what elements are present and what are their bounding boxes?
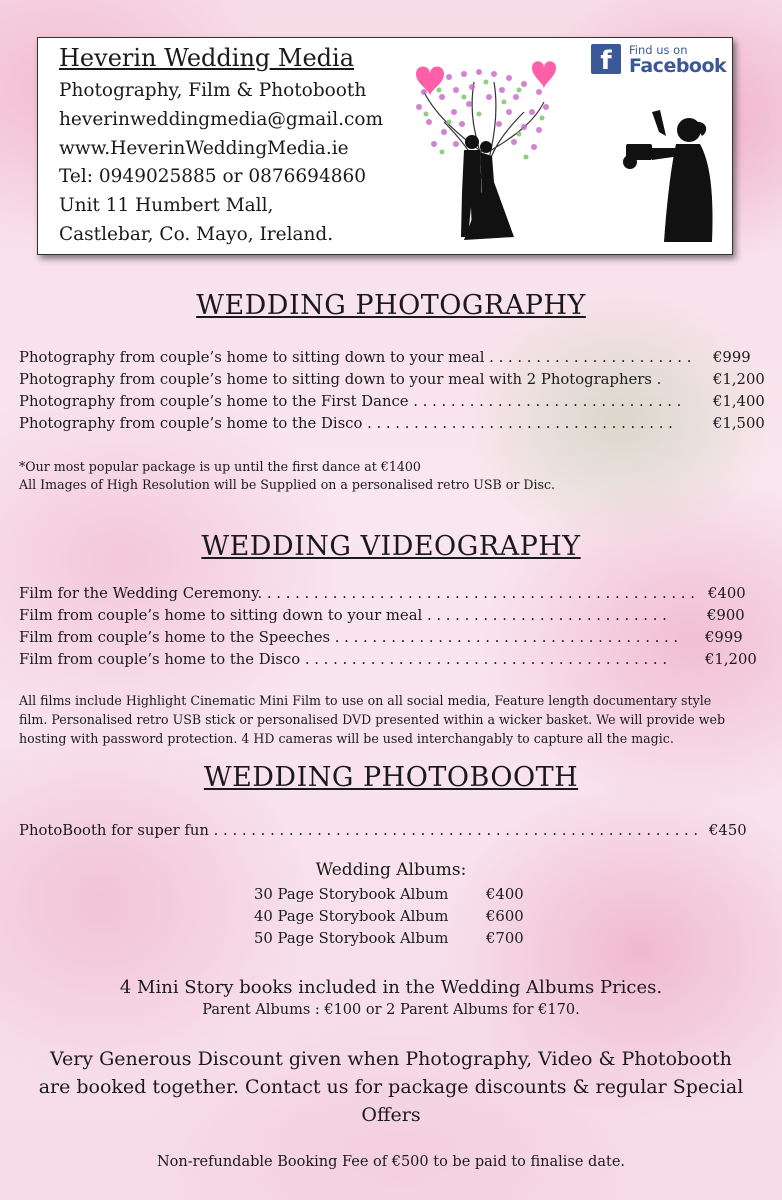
videography-item-price: €999 bbox=[705, 629, 743, 646]
photography-item bbox=[19, 415, 771, 437]
photography-item-price: €1,200 bbox=[713, 371, 765, 388]
business-website[interactable]: www.HeverinWeddingMedia.ie bbox=[59, 138, 349, 159]
photobooth-item bbox=[19, 822, 754, 844]
photography-item-desc: Photography from couple’s home to sitting down to your meal . . . . . . . . . . . . . . . . . . . . . . bbox=[19, 349, 692, 366]
photography-note: All Images of High Resolution will be Supplied on a personalised retro USB or Disc. bbox=[19, 477, 556, 492]
bride-groom-silhouette-icon bbox=[461, 135, 514, 240]
discount-line: are booked together. Contact us for package discounts & regular Special bbox=[38, 1076, 744, 1098]
discount-line: Offers bbox=[361, 1104, 421, 1126]
videography-note: hosting with password protection. 4 HD cameras will be used interchangably to capture all the magic. bbox=[19, 731, 674, 746]
videography-item-desc: Film for the Wedding Ceremony. . . . . . . . . . . . . . . . . . . . . . . . . . . . . . . . . . . . . . . . . . . . . . . bbox=[19, 585, 695, 602]
photography-item bbox=[19, 371, 771, 393]
discount-line: Very Generous Discount given when Photography, Video & Photobooth bbox=[50, 1048, 732, 1070]
photography-item-desc: Photography from couple’s home to sitting down to your meal with 2 Photographers . bbox=[19, 371, 662, 388]
photography-item-price: €1,500 bbox=[713, 415, 765, 432]
photobooth-section-title: WEDDING PHOTOBOOTH bbox=[203, 762, 579, 793]
album-price: €600 bbox=[486, 908, 524, 925]
videography-note: All films include Highlight Cinematic Mini Film to use on all social media, Feature length documentary style bbox=[19, 693, 712, 708]
business-email[interactable]: heverinweddingmedia@gmail.com bbox=[59, 109, 384, 130]
wedding-illustration bbox=[394, 52, 734, 252]
photography-item bbox=[19, 349, 771, 371]
album-name: 50 Page Storybook Album bbox=[254, 930, 449, 947]
header-card bbox=[37, 37, 733, 255]
videography-item-desc: Film from couple’s home to sitting down to your meal . . . . . . . . . . . . . . . . . . . . . . . . . . bbox=[19, 607, 667, 624]
album-price: €400 bbox=[486, 886, 524, 903]
videography-item bbox=[19, 607, 764, 629]
videography-item-price: €900 bbox=[707, 607, 745, 624]
album-name: 40 Page Storybook Album bbox=[254, 908, 449, 925]
videography-item bbox=[19, 629, 764, 651]
business-title: Heverin Wedding Media bbox=[59, 44, 355, 72]
videography-item-price: €1,200 bbox=[705, 651, 757, 668]
business-address-line2: Castlebar, Co. Mayo, Ireland. bbox=[59, 224, 334, 245]
albums-heading: Wedding Albums: bbox=[315, 860, 467, 880]
photography-item-desc: Photography from couple’s home to the Disco . . . . . . . . . . . . . . . . . . . . . . . . . . . . . . . . . bbox=[19, 415, 673, 432]
booking-fee-text: Non-refundable Booking Fee of €500 to be paid to finalise date. bbox=[156, 1154, 626, 1170]
heart-icon bbox=[532, 61, 556, 89]
photography-section-title: WEDDING PHOTOGRAPHY bbox=[196, 290, 586, 321]
photography-item bbox=[19, 393, 771, 415]
business-address-line1: Unit 11 Humbert Mall, bbox=[59, 195, 274, 216]
videography-item-desc: Film from couple’s home to the Disco . . . . . . . . . . . . . . . . . . . . . . . . . . . . . . . . . . . . . . . bbox=[19, 651, 668, 668]
photographer-silhouette-icon bbox=[623, 110, 713, 242]
videography-item bbox=[19, 585, 764, 607]
parent-albums-text: Parent Albums : €100 or 2 Parent Albums for €170. bbox=[202, 1002, 580, 1018]
videography-item bbox=[19, 651, 764, 673]
album-price: €700 bbox=[486, 930, 524, 947]
photobooth-item-price: €450 bbox=[709, 822, 747, 839]
videography-note: film. Personalised retro USB stick or personalised DVD presented within a wicker basket. We will provide web bbox=[19, 712, 726, 727]
photography-item-price: €1,400 bbox=[713, 393, 765, 410]
business-services: Photography, Film & Photobooth bbox=[59, 80, 367, 101]
business-phone: Tel: 0949025885 or 0876694860 bbox=[59, 166, 367, 187]
album-name: 30 Page Storybook Album bbox=[254, 886, 449, 903]
facebook-find-label: Find us on bbox=[629, 43, 688, 57]
facebook-icon: f bbox=[591, 44, 621, 74]
videography-item-desc: Film from couple’s home to the Speeches . . . . . . . . . . . . . . . . . . . . . . . . . . . . . . . . . . . . . bbox=[19, 629, 679, 646]
videography-section-title: WEDDING VIDEOGRAPHY bbox=[201, 531, 581, 562]
videography-item-price: €400 bbox=[708, 585, 746, 602]
photobooth-item-desc: PhotoBooth for super fun . . . . . . . . . . . . . . . . . . . . . . . . . . . . . . . . . . . . . . . . . . . . . . . . . . . . bbox=[19, 822, 699, 839]
mini-books-text: 4 Mini Story books included in the Wedding Albums Prices. bbox=[119, 977, 663, 998]
photography-note: *Our most popular package is up until the first dance at €1400 bbox=[19, 459, 421, 474]
photography-item-price: €999 bbox=[713, 349, 751, 366]
facebook-name-label: Facebook bbox=[629, 55, 727, 77]
photography-item-desc: Photography from couple’s home to the First Dance . . . . . . . . . . . . . . . . . . . . . . . . . . . . . bbox=[19, 393, 682, 410]
